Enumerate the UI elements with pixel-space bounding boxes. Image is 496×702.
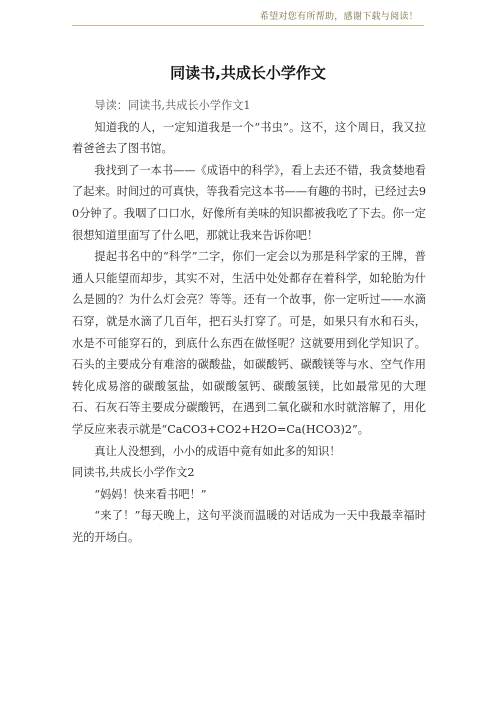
document-title: 同读书,共成长小学作文 xyxy=(170,64,326,82)
header-note: 希望对您有所帮助，感谢下载与阅读！ xyxy=(259,12,418,22)
header-divider xyxy=(72,25,424,26)
paragraph: “来了！”每天晚上，这句平淡而温暖的对话成为一天中我最幸福时光的开场白。 xyxy=(72,509,426,544)
paragraph: 知道我的人，一定知道我是一个“书虫”。这不，这个周日，我又拉着爸爸去了图书馆。 xyxy=(72,120,426,156)
guide-line: 导读：同读书,共成长小学作文1 xyxy=(94,99,251,112)
paragraph: 真让人没想到，小小的成语中竟有如此多的知识！ xyxy=(94,444,341,458)
paragraph: 提起书名中的“科学”二字，你们一定会以为那是科学家的王牌，普通人只能望而却步，其实不对，生活中处处都存在着科学，如轮胎为什么是圆的？为什么灯会亮？等等。还有一个故事，你一定听过——水滴石穿，就是水滴了几百年，把石头打穿了。可是，如果只有水和石头，水是不可能穿石的，到底什么东西在做怪呢？这就要用到化学知识了。石头的主要成分有难溶的碳酸盐，如碳酸钙、碳酸镁等与水、空气作用转化成易溶的碳酸氢盐，如碳酸氢钙、碳酸氢镁，比如最常见的大理石、石灰石等主要成分碳酸钙，在遇到二氧化碳和水时就溶解了，用化学反应来表示就是“CaCO3+CO2+H2O=Ca(HCO3)2”。 xyxy=(72,250,426,436)
document-body xyxy=(72,95,426,548)
paragraph: 我找到了一本书——《成语中的科学》，看上去还不错，我贪婪地看了起来。时间过的可真快，等我看完这本书——有趣的书时，已经过去90分钟了。我咽了口口水，好像所有美味的知识都被我吃了下去。你一定很想知道里面写了什么吧，那就让我来告诉你吧！ xyxy=(72,163,426,242)
paragraph: “妈妈！快来看书吧！” xyxy=(94,487,207,501)
paragraph: 同读书,共成长小学作文2 xyxy=(72,466,195,480)
